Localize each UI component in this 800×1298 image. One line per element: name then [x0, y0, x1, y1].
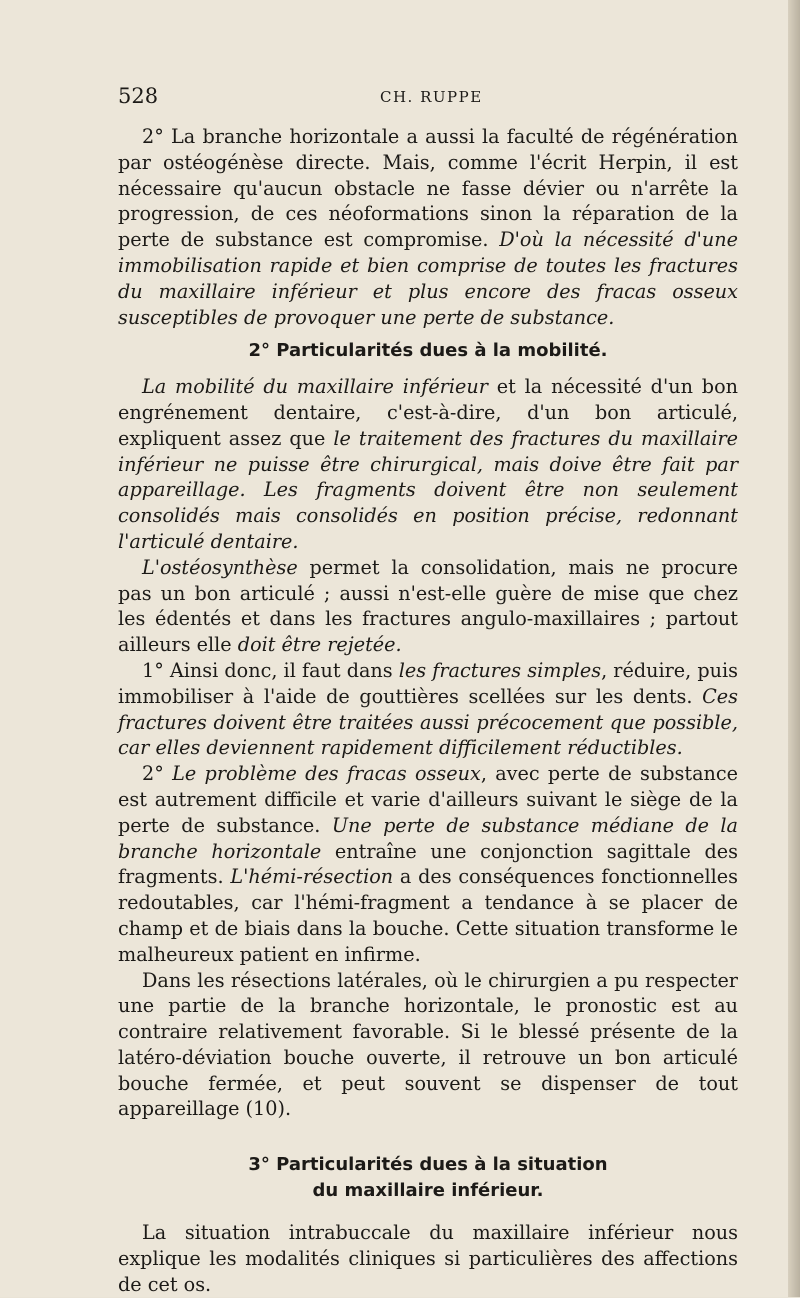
paragraph-2: La mobilité du maxillaire inférieur et la nécessité d'un bon engrénement dentaire, c'est-à-dire, d'un bon articulé, expliquent assez que le traitement des fractures du maxillaire inférieur ne puisse être chirurgical, mais doive être fait par appareillage. Les fragments doivent être non seulement consolidés mais consolidés en position précise, redonnant l'articulé dentaire.: [118, 375, 738, 553]
section-title-mobility: 2° Particularités dues à la mobilité.: [248, 340, 608, 362]
paragraph-3: L'ostéosynthèse permet la consolidation, mais ne procure pas un bon articulé ; aussi n'est-elle guère de mise que chez les édentés et dans les fractures angulo-maxillaires ; partout ailleurs elle doit être rejetée.: [118, 555, 738, 657]
paragraph-7: La situation intrabuccale du maxillaire inférieur nous explique les modalités cliniques si particulières des affections de cet os.: [118, 1221, 738, 1296]
section-title-situation: [118, 1152, 738, 1204]
section-title-line-2: du maxillaire inférieur.: [312, 1180, 544, 1202]
paragraph-1: 2° La branche horizontale a aussi la faculté de régénération par ostéogénèse directe. Mais, comme l'écrit Herpin, il est nécessaire qu'aucun obstacle ne fasse dévier ou n'arrête la progression, de ces néoformations sinon la réparation de la perte de substance est compromise. D'où la nécessité d'une immobilisation rapide et bien comprise de toutes les fractures du maxillaire inférieur et plus encore des fracas osseux susceptibles de provoquer une perte de substance.: [118, 125, 738, 329]
page-body: [118, 124, 738, 1298]
paragraph-5: 2° Le problème des fracas osseux, avec perte de substance est autrement difficile et varie d'ailleurs suivant le siège de la perte de substance. Une perte de substance médiane de la branche horizontale entraîne une conjonction sagittale des fragments. L'hémi-résection a des conséquences fonctionnelles redoutables, car l'hémi-fragment a tendance à se placer de champ et de biais dans la bouche. Cette situation transforme le malheureux patient en infirme.: [118, 762, 738, 966]
page-header: [118, 84, 740, 114]
paragraph-4: 1° Ainsi donc, il faut dans les fractures simples, réduire, puis immobiliser à l'aide de gouttières scellées sur les dents. Ces fractures doivent être traitées aussi précocement que possible, car elles deviennent rapidement difficilement réductibles.: [118, 658, 739, 760]
page-number: 528: [118, 84, 159, 108]
section-title-line-1: 3° Particularités dues à la situation: [248, 1154, 608, 1176]
page-edge: [788, 0, 800, 1297]
running-head: CH. RUPPE: [380, 88, 483, 106]
paragraph-6: Dans les résections latérales, où le chirurgien a pu respecter une partie de la branche horizontale, le pronostic est au contraire relativement favorable. Si le blessé présente de la latéro-déviation bouche ouverte, il retrouve un bon articulé bouche fermée, et peut souvent se dispenser de tout appareillage (10).: [118, 968, 738, 1121]
